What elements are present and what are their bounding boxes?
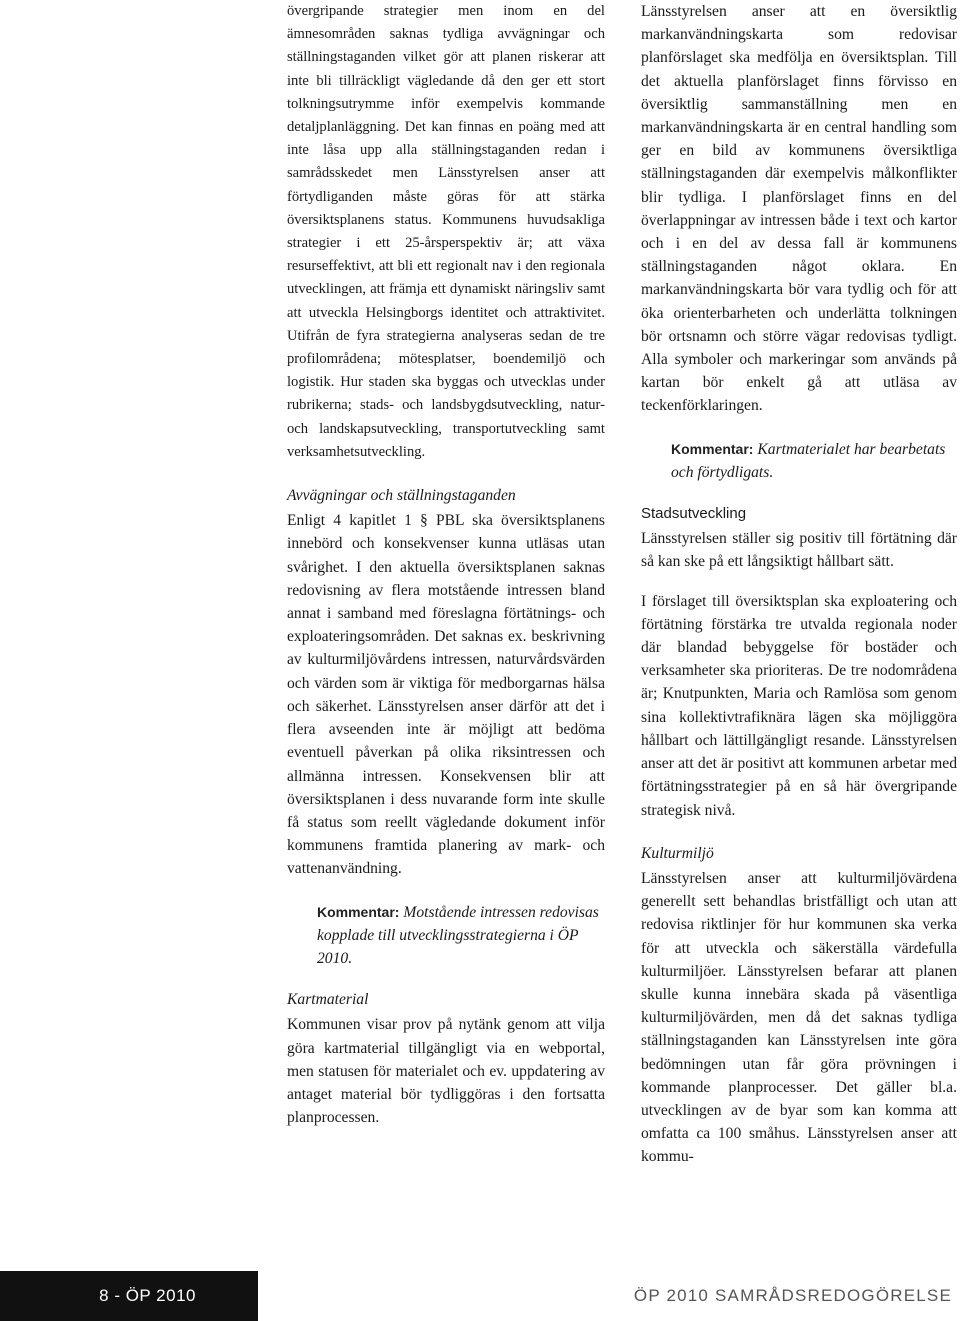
left-intro-paragraph: övergripande strategier men inom en del ämnesområden saknas tydliga avvägningar och ställningstaganden vilket gör att planen riskerar att inte bli tillräckligt vägledande då den ger ett stort tolkningsutrymme inför exempelvis kommande detaljplanläggning. Det kan finnas en poäng med att inte låsa upp alla ställningstaganden redan i samrådsskedet men Länsstyrelsen anser att förtydliganden måste göras för att stärka översiktsplanens status. Kommunens huvudsakliga strategier i ett 25-årsperspektiv är; att växa resurseffektivt, att bli ett regionalt nav i den regionala utvecklingen, att främja ett dynamiskt näringsliv samt att utveckla Helsingborgs identitet och attraktivitet. Utifrån de fyra strategierna analyseras sedan de tre profilområdena; mötesplatser, boendemiljö och logistik. Hur staden ska byggas och utvecklas under rubrikerna; stads- och landsbygdsutveckling, natur- och landskapsutveckling, transportutveckling samt verksamhetsutveckling. [287, 3, 605, 460]
heading-kartmaterial: Kartmaterial [287, 991, 369, 1009]
comment-text: Motstående intressen redovisas kopplade till utvecklingsstrategierna i ÖP 2010. [317, 903, 599, 967]
stadsutveckling-paragraph-2: I förslaget till översiktsplan ska exploatering och förtätning förstärka tre utvalda regionala noder där blandad bebyggelse för bostäder och verksamheter ska prioriteras. De tre nodområdena är; Knutpunkten, Maria och Ramlösa som genom sina kollektivtrafiknära lägen ska möjliggöra hållbart och lättillgängligt resande. Länsstyrelsen anser att det är positivt att kommunen arbetar med förtätningsstrategier på en så här övergripande strategisk nivå. [641, 592, 957, 819]
right-column [641, 0, 957, 1169]
right-intro-paragraph: Länsstyrelsen anser att en översiktlig markanvändningskarta som redovisar planförslaget ska medfölja en översiktsplan. Till det aktuella planförslaget finns förvisso en översiktlig sammanställning men en markanvändningskarta är en central handling som ger en bild av kommunens översiktliga ställningstaganden där exempelvis målkonflikter blir tydliga. I planförslaget finns en del överlappningar av intressen både i text och kartor och i en del av dessa fall är kommunens ställningstaganden något oklara. En markanvändningskarta bör vara tydlig och för att öka orienterbarheten och underlätta tolkningen bör ortsnamn och större vägar redovisas tydligt. Alla symboler och markeringar som används på kartan bör enkelt gå att utläsa av teckenförklaringen. [641, 3, 957, 415]
comment-label: Kommentar: [317, 903, 400, 920]
kulturmiljo-paragraph: Länsstyrelsen anser att kulturmiljövärdena generellt sett behandlas bristfälligt och utan att redovisa riktlinjer för hur kommunen ska verka för att utveckla och säkerställa värdefulla kulturmiljöer. Länsstyrelsen befarar att planen skulle kunna innebära skada på väsentliga kulturmiljövärden, men då det saknas tydliga ställningstaganden kan Länsstyrelsen inte göra bedömningen utan får göra prövningen i kommande planprocesser. Det gäller bl.a. utvecklingen av de byar som kan komma att omfatta ca 100 småhus. Länsstyrelsen anser att kommu- [641, 869, 957, 1166]
kartmaterial-paragraph: Kommunen visar prov på nytänk genom att vilja göra kartmaterial tillgängligt via en webportal, men statusen för materialet och ev. uppdatering av antaget material bör tydliggöras i den fortsatta planprocessen. [287, 1016, 605, 1127]
comment-box-2 [671, 438, 957, 484]
heading-kulturmiljo: Kulturmiljö [641, 844, 714, 862]
left-column [287, 0, 605, 1129]
comment-label: Kommentar: [671, 440, 754, 457]
footer-page-box [0, 1271, 258, 1321]
page-footer [0, 1271, 960, 1321]
page-number: 8 - ÖP 2010 [99, 1286, 196, 1305]
heading-stadsutveckling: Stadsutveckling [641, 505, 747, 523]
stadsutveckling-paragraph-1: Länsstyrelsen ställer sig positiv till förtätning där så kan ske på ett långsiktigt hållbart sätt. [641, 530, 957, 571]
paragraph-gap [641, 574, 957, 590]
footer-document-title: ÖP 2010 SAMRÅDSREDOGÖRELSE [633, 1286, 952, 1305]
comment-text: Kartmaterialet har bearbetats och förtydligats. [671, 440, 946, 481]
heading-avvagningar: Avvägningar och ställningstaganden [287, 487, 516, 505]
avvagningar-paragraph: Enligt 4 kapitlet 1 § PBL ska översiktsplanens innebörd och konsekvenser kunna utläsas utan svårighet. I den aktuella översiktsplanen saknas redovisning av flera motstående intressen bland annat i samband med föreslagna förtätnings- och exploateringsområden. Det saknas ex. beskrivning av kulturmiljövårdens intressen, naturvårdsvärden och värden som är viktiga för medborgarnas hälsa och säkerhet. Länsstyrelsen anser därför att det i flera avseenden inte är möjligt att bedöma eventuell påverkan på olika riksintressen och allmänna intressen. Konsekvensen blir att översiktsplanen i dess nuvarande form inte skulle få status som reellt vägledande dokument inför kommunens framtida planering av mark- och vattenanvändning. [287, 512, 605, 878]
comment-box-1 [317, 901, 605, 971]
